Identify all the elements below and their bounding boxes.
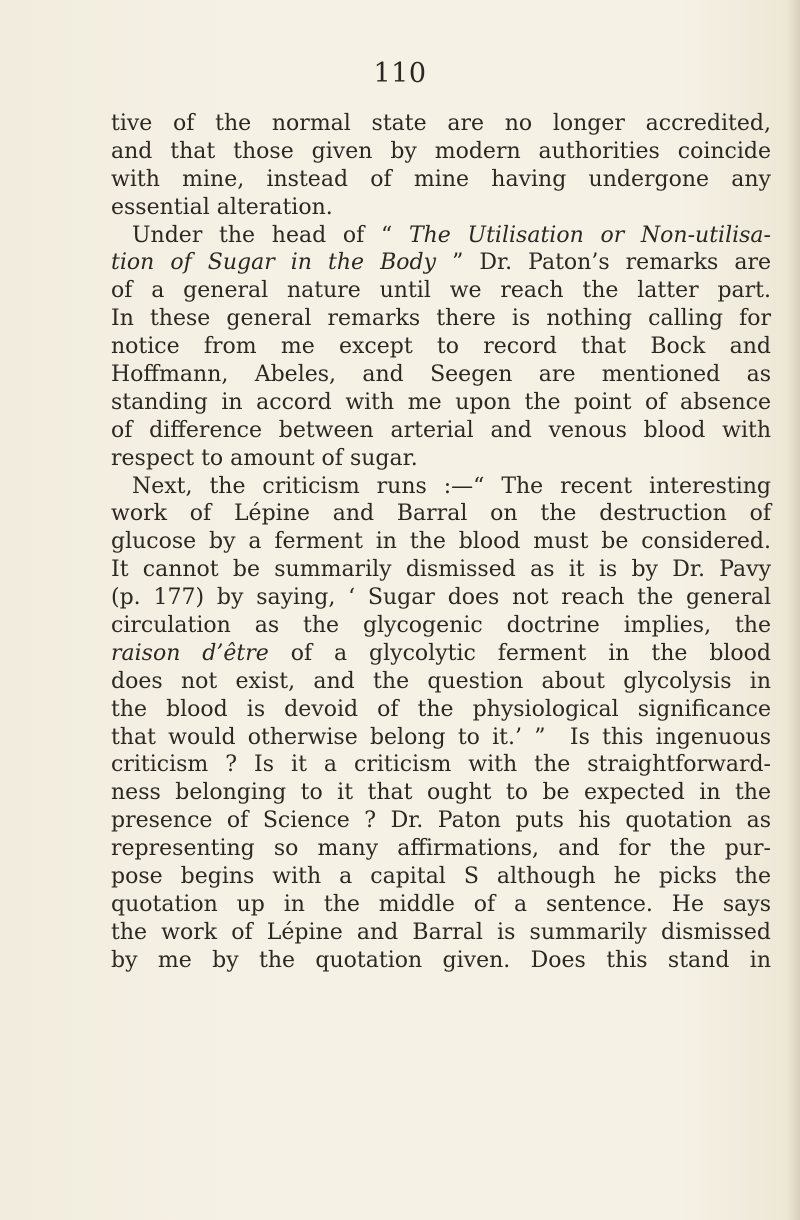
- text-run: tive of the normal state are no longer accredited,: [111, 111, 771, 136]
- text-line: [111, 779, 771, 807]
- text-run: quotation up in the middle of a sentence. He says: [111, 891, 771, 917]
- text-run: ” Dr. Paton’s remarks are: [436, 250, 772, 276]
- text-line: [111, 556, 771, 584]
- body-text: [111, 110, 771, 975]
- text-run: essential alteration.: [111, 194, 333, 220]
- text-run: the work of Lépine and Barral is summarily dismissed: [111, 919, 771, 945]
- text-line: [111, 947, 771, 975]
- text-run: the blood is devoid of the physiological significance: [111, 696, 771, 722]
- text-run: standing in accord with me upon the point of absence: [111, 389, 771, 415]
- text-run: criticism ? Is it a criticism with the straightforward-: [111, 752, 771, 778]
- text-run: of a general nature until we reach the latter part.: [111, 278, 771, 304]
- text-line: [111, 110, 771, 138]
- text-run: with mine, instead of mine having undergone any: [111, 166, 771, 192]
- italic-title: The Utilisation or Non-utilisa-: [408, 222, 771, 248]
- text-line: [111, 500, 771, 528]
- text-line: [111, 751, 771, 779]
- text-line: [111, 807, 771, 835]
- text-line: [111, 361, 771, 389]
- text-run: work of Lépine and Barral on the destruction of: [111, 501, 771, 527]
- text-run: Next, the criticism runs :—“ The recent interesting: [132, 473, 771, 499]
- text-line: [111, 891, 771, 919]
- text-run: notice from me except to record that Bock and: [111, 334, 771, 360]
- text-run: glucose by a ferment in the blood must be considered.: [111, 529, 771, 555]
- text-run: and that those given by modern authorities coincide: [111, 138, 771, 164]
- text-line: [111, 305, 771, 333]
- text-line: [111, 166, 771, 194]
- text-line: [111, 445, 771, 473]
- text-line: [111, 919, 771, 947]
- text-line: [111, 640, 771, 668]
- text-line: [111, 194, 771, 222]
- text-line: [111, 612, 771, 640]
- text-line: [111, 863, 771, 891]
- italic-title: tion of Sugar in the Body: [111, 250, 437, 276]
- text-run: by me by the quotation given. Does this stand in: [111, 947, 771, 973]
- text-line: [111, 668, 771, 696]
- text-run: In these general remarks there is nothing calling for: [111, 306, 771, 332]
- text-run: of a glycolytic ferment in the blood: [268, 640, 772, 666]
- text-run: circulation as the glycogenic doctrine implies, the: [111, 613, 771, 639]
- text-run: ness belonging to it that ought to be expected in the: [111, 780, 771, 806]
- page-number: 110: [373, 58, 427, 89]
- text-run: Hoffmann, Abeles, and Seegen are mentioned as: [111, 362, 771, 388]
- text-line: [111, 473, 771, 501]
- text-run: Under the head of “: [132, 222, 409, 248]
- text-run: It cannot be summarily dismissed as it is by Dr. Pavy: [111, 557, 771, 583]
- text-line: [111, 528, 771, 556]
- text-line: [111, 417, 771, 445]
- text-run: presence of Science ? Dr. Paton puts his quotation as: [111, 808, 771, 834]
- text-run: of difference between arterial and venous blood with: [111, 417, 771, 443]
- text-run: representing so many affirmations, and for the pur-: [111, 836, 771, 862]
- text-run: pose begins with a capital S although he picks the: [111, 864, 771, 890]
- text-run: respect to amount of sugar.: [111, 445, 418, 471]
- text-line: [111, 584, 771, 612]
- text-run: (p. 177) by saying, ‘ Sugar does not reach the general: [111, 585, 771, 611]
- text-line: [111, 724, 771, 752]
- text-line: [111, 835, 771, 863]
- text-line: [111, 696, 771, 724]
- text-run: does not exist, and the question about glycolysis in: [111, 668, 771, 694]
- text-line: [111, 277, 771, 305]
- italic-title: raison d’être: [111, 640, 269, 666]
- text-line: [111, 222, 771, 250]
- page-edge-shadow: [786, 0, 800, 1220]
- text-run: that would otherwise belong to it.’ ” Is this ingenuous: [111, 724, 771, 750]
- text-line: [111, 333, 771, 361]
- text-line: [111, 249, 771, 277]
- text-line: [111, 138, 771, 166]
- text-line: [111, 389, 771, 417]
